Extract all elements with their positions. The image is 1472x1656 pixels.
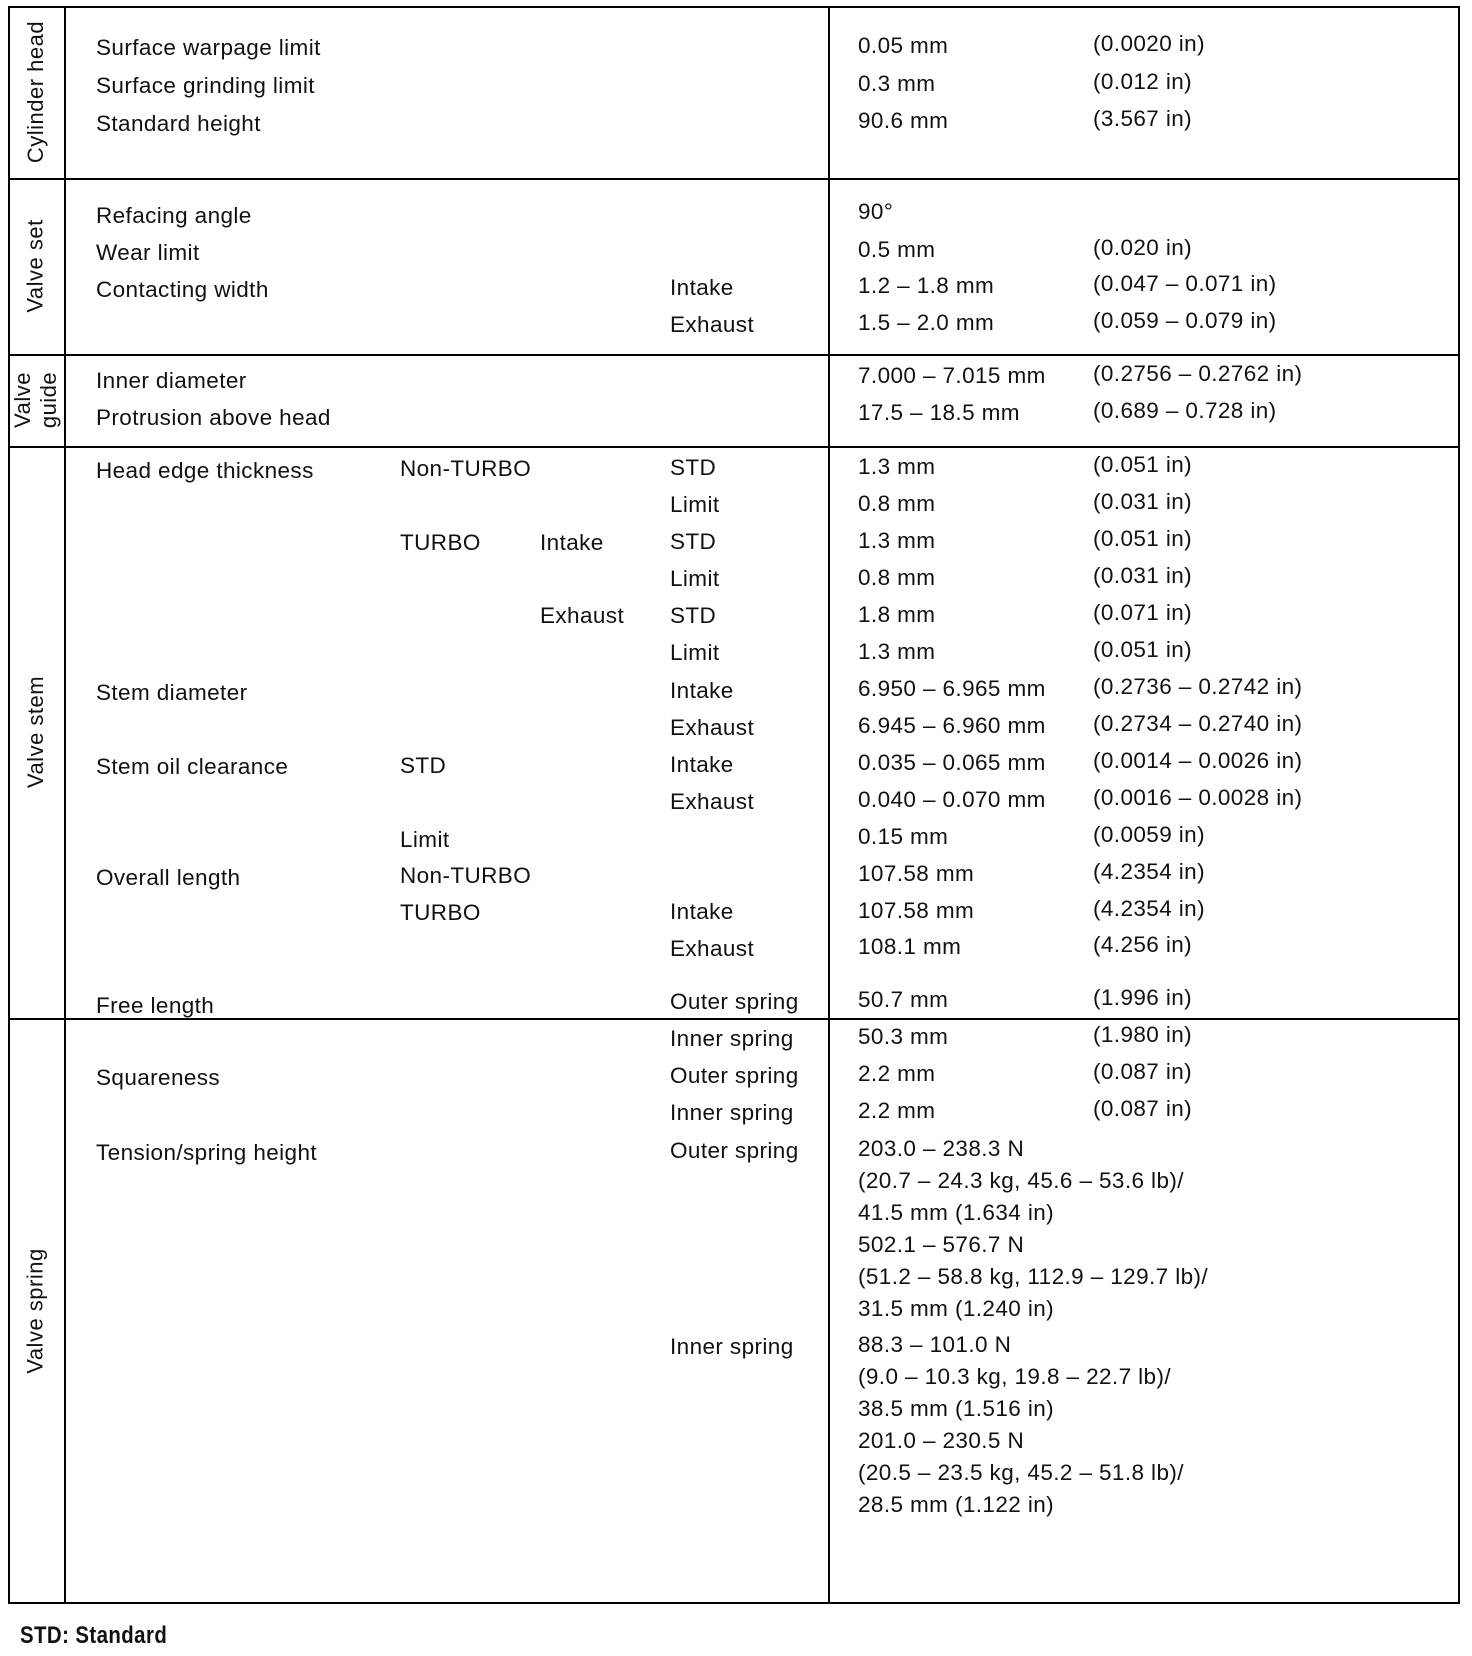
section-label-valve-guide: [8, 354, 64, 446]
spec-imperial: (0.2736 – 0.2742 in): [1093, 674, 1303, 699]
spec-item: Squareness: [96, 1065, 221, 1090]
spec-imperial: (0.059 – 0.079 in): [1093, 308, 1277, 333]
spec-condition: TURBO: [400, 900, 481, 925]
value-column-divider: [828, 6, 830, 1604]
spec-metric: 50.3 mm: [858, 1024, 949, 1049]
spec-sub: Limit: [670, 566, 720, 591]
spec-metric: 7.000 – 7.015 mm: [858, 363, 1046, 388]
spec-metric: 107.58 mm: [858, 898, 975, 923]
spec-sub: Exhaust: [670, 789, 755, 814]
section-label-valve-seat: Valve set: [23, 219, 49, 313]
spec-imperial: (0.031 in): [1093, 563, 1193, 588]
spec-metric: 2.2 mm: [858, 1061, 936, 1086]
spec-item: Tension/spring height: [96, 1140, 318, 1165]
spec-metric: 1.8 mm: [858, 602, 936, 627]
spec-sub: Outer spring: [670, 1138, 799, 1163]
spec-metric: 0.3 mm: [858, 71, 936, 96]
valve-guide-label-line1: Valve: [10, 372, 35, 428]
spec-sub: STD: [670, 603, 717, 628]
spec-sub: Intake: [670, 275, 734, 300]
spec-imperial: (0.051 in): [1093, 452, 1193, 477]
spec-table: [8, 6, 1460, 1604]
spec-metric: 28.5 mm (1.122 in): [858, 1492, 1055, 1517]
spec-item: Free length: [96, 993, 215, 1018]
spec-metric: 50.7 mm: [858, 987, 949, 1012]
spec-metric: 1.5 – 2.0 mm: [858, 310, 995, 335]
spec-imperial: (0.051 in): [1093, 637, 1193, 662]
spec-metric: 203.0 – 238.3 N: [858, 1136, 1025, 1161]
spec-imperial: (0.689 – 0.728 in): [1093, 398, 1277, 423]
spec-item: Surface warpage limit: [96, 35, 321, 60]
spec-imperial: (0.2734 – 0.2740 in): [1093, 711, 1303, 736]
spec-sub: Intake: [670, 752, 734, 777]
spec-condition: TURBO: [400, 530, 481, 555]
spec-imperial: (1.980 in): [1093, 1022, 1193, 1047]
spec-metric: 0.035 – 0.065 mm: [858, 750, 1046, 775]
spec-item: Contacting width: [96, 277, 269, 302]
spec-metric: 0.05 mm: [858, 33, 949, 58]
spec-item: Wear limit: [96, 240, 200, 265]
spec-item: Stem diameter: [96, 680, 248, 705]
spec-metric: (20.7 – 24.3 kg, 45.6 – 53.6 lb)/: [858, 1168, 1184, 1193]
spec-metric: 88.3 – 101.0 N: [858, 1332, 1012, 1357]
section-label-valve-spring: Valve spring: [23, 1248, 48, 1374]
spec-imperial: (0.012 in): [1093, 69, 1193, 94]
spec-imperial: (0.0059 in): [1093, 822, 1205, 847]
spec-item: Protrusion above head: [96, 405, 331, 430]
spec-metric: 107.58 mm: [858, 861, 975, 886]
spec-imperial: (0.071 in): [1093, 600, 1193, 625]
spec-metric: 0.8 mm: [858, 565, 936, 590]
section-divider: [8, 354, 1460, 356]
spec-sub: Intake: [670, 678, 734, 703]
section-divider: [8, 446, 1460, 448]
spec-imperial: (0.087 in): [1093, 1096, 1193, 1121]
spec-item: Head edge thickness: [96, 458, 314, 483]
spec-sub: Limit: [670, 640, 720, 665]
spec-metric: 502.1 – 576.7 N: [858, 1232, 1025, 1257]
spec-imperial: (1.996 in): [1093, 985, 1193, 1010]
spec-metric: 0.5 mm: [858, 237, 936, 262]
spec-metric: 1.3 mm: [858, 639, 936, 664]
spec-sub: Inner spring: [670, 1026, 794, 1051]
spec-metric: 6.950 – 6.965 mm: [858, 676, 1046, 701]
spec-imperial: (0.087 in): [1093, 1059, 1193, 1084]
spec-sub: Outer spring: [670, 1063, 799, 1088]
spec-sub: Inner spring: [670, 1334, 794, 1359]
spec-metric: 0.040 – 0.070 mm: [858, 787, 1046, 812]
section-divider: [8, 1018, 1460, 1020]
label-column-divider: [64, 6, 66, 1604]
spec-metric: 2.2 mm: [858, 1098, 936, 1123]
spec-metric: 6.945 – 6.960 mm: [858, 713, 1046, 738]
spec-metric: 201.0 – 230.5 N: [858, 1428, 1025, 1453]
spec-sub: Inner spring: [670, 1100, 794, 1125]
spec-item: Overall length: [96, 865, 241, 890]
spec-imperial: (0.051 in): [1093, 526, 1193, 551]
table-border-right: [1458, 6, 1460, 1604]
spec-condition: Non-TURBO: [400, 863, 532, 888]
spec-imperial: (4.2354 in): [1093, 859, 1205, 884]
section-label-cylinder-head: Cylinder head: [23, 20, 48, 164]
spec-metric: 90.6 mm: [858, 108, 949, 133]
spec-metric: 108.1 mm: [858, 934, 962, 959]
spec-sub: Exhaust: [670, 312, 755, 337]
spec-item: Standard height: [96, 111, 261, 136]
spec-imperial: (0.020 in): [1093, 235, 1193, 260]
spec-condition: Limit: [400, 827, 450, 852]
spec-item: Stem oil clearance: [96, 754, 289, 779]
spec-metric: (20.5 – 23.5 kg, 45.2 – 51.8 lb)/: [858, 1460, 1184, 1485]
spec-condition: Exhaust: [540, 603, 625, 628]
spec-imperial: (3.567 in): [1093, 106, 1193, 131]
spec-metric: (9.0 – 10.3 kg, 19.8 – 22.7 lb)/: [858, 1364, 1172, 1389]
spec-metric: 17.5 – 18.5 mm: [858, 400, 1020, 425]
valve-guide-label-line2: guide: [36, 371, 61, 429]
spec-metric: 31.5 mm (1.240 in): [858, 1296, 1055, 1321]
spec-imperial: (0.0016 – 0.0028 in): [1093, 785, 1303, 810]
spec-imperial: (0.031 in): [1093, 489, 1193, 514]
spec-imperial: (0.2756 – 0.2762 in): [1093, 361, 1303, 386]
spec-metric: 0.8 mm: [858, 491, 936, 516]
spec-metric: 90°: [858, 199, 894, 224]
spec-sub: Exhaust: [670, 936, 755, 961]
section-divider: [8, 178, 1460, 180]
spec-metric: 1.2 – 1.8 mm: [858, 273, 995, 298]
spec-metric: 1.3 mm: [858, 454, 936, 479]
spec-condition: Non-TURBO: [400, 456, 532, 481]
spec-sub: Outer spring: [670, 989, 799, 1014]
spec-imperial: (4.2354 in): [1093, 896, 1205, 921]
footnote: STD: Standard: [20, 1622, 168, 1649]
spec-sub: STD: [670, 529, 717, 554]
spec-sub: Limit: [670, 492, 720, 517]
spec-item: Inner diameter: [96, 368, 247, 393]
spec-imperial: (4.256 in): [1093, 932, 1193, 957]
spec-imperial: (0.0020 in): [1093, 31, 1205, 56]
spec-imperial: (0.047 – 0.071 in): [1093, 271, 1277, 296]
spec-condition: Intake: [540, 530, 604, 555]
spec-item: Surface grinding limit: [96, 73, 315, 98]
spec-metric: 0.15 mm: [858, 824, 949, 849]
spec-sub: STD: [670, 455, 717, 480]
spec-metric: 41.5 mm (1.634 in): [858, 1200, 1055, 1225]
spec-sub: Exhaust: [670, 715, 755, 740]
spec-condition: STD: [400, 753, 447, 778]
section-label-valve-stem: Valve stem: [23, 675, 48, 789]
spec-metric: (51.2 – 58.8 kg, 112.9 – 129.7 lb)/: [858, 1264, 1209, 1289]
spec-sub: Intake: [670, 899, 734, 924]
spec-metric: 1.3 mm: [858, 528, 936, 553]
spec-metric: 38.5 mm (1.516 in): [858, 1396, 1055, 1421]
table-border-bottom: [8, 1602, 1460, 1604]
spec-item: Refacing angle: [96, 203, 252, 228]
table-border-top: [8, 6, 1460, 8]
spec-imperial: (0.0014 – 0.0026 in): [1093, 748, 1303, 773]
